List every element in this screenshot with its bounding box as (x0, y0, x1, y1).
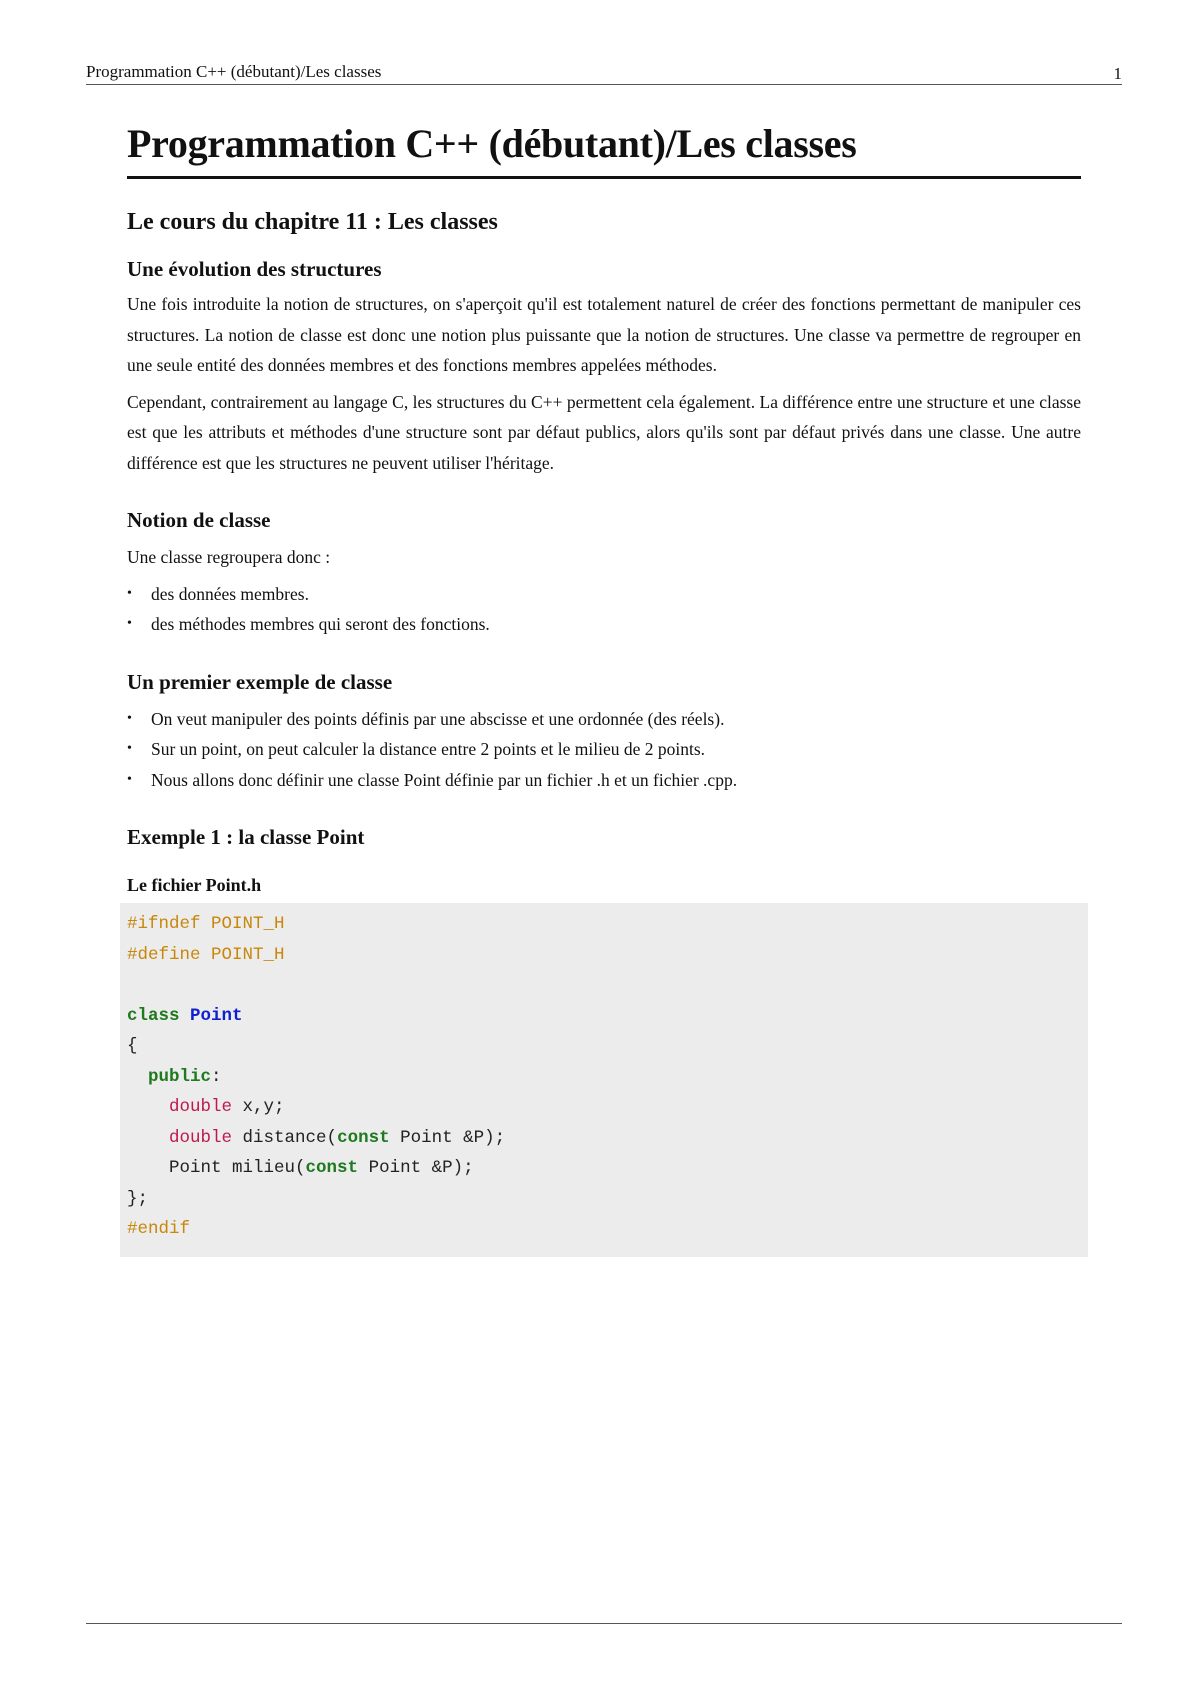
code-line (127, 1001, 1081, 1032)
page-title: Programmation C++ (débutant)/Les classes (127, 118, 1081, 179)
list-item (127, 579, 1081, 610)
bullet-icon: • (127, 741, 132, 756)
code-line-empty (127, 970, 1081, 1001)
section-heading-premier-exemple: Un premier exemple de classe (127, 669, 393, 694)
code-token-plain: Point milieu( (169, 1158, 306, 1178)
list-item (127, 609, 1081, 640)
code-token-keyword: public (148, 1066, 212, 1087)
code-token-plain: }; (127, 1188, 149, 1209)
code-block (120, 903, 1088, 1257)
bullet-icon: • (127, 585, 132, 601)
code-line (127, 1092, 1081, 1123)
list-item (127, 765, 1081, 796)
code-token-plain: { (127, 1036, 138, 1056)
list-item-text: Nous allons donc définir une classe Point définie par un fichier .h et un fichier .cpp. (151, 769, 738, 790)
paragraph: Une classe regroupera donc : (127, 547, 331, 567)
code-line (127, 1123, 1081, 1154)
code-token-keyword: const (337, 1127, 390, 1148)
list-item (127, 734, 1081, 765)
code-token-type: double (169, 1127, 233, 1148)
code-token-keyword: class (127, 1005, 180, 1026)
code-token-preprocessor: #ifndef POINT_H (127, 914, 285, 934)
bullet-icon: • (127, 616, 132, 631)
code-token-plain: Point &P); (389, 1127, 506, 1148)
code-token-plain: x,y; (232, 1097, 285, 1117)
code-token-plain: : (211, 1066, 222, 1087)
document-content (127, 118, 1081, 1257)
page-header (86, 60, 1122, 85)
paragraph: Cependant, contrairement au langage C, les structures du C++ permettent cela également. La différence entre une structure et une classe est que les attributs et méthodes d'une structure sont par défaut publics, alors qu'ils sont par défaut privés dans une classe. Une autre différence est que les structures ne peuvent utiliser l'héritage. (127, 391, 1081, 473)
chapter-heading: Le cours du chapitre 11 : Les classes (127, 209, 498, 235)
code-line (127, 909, 1081, 940)
paragraph: Une fois introduite la notion de structures, on s'aperçoit qu'il est totalement naturel de créer des fonctions permettant de manipuler ces structures. La notion de classe est donc une notion plus puissante que la notion de structures. Une classe va permettre de regrouper en une seule entité des données membres et des fonctions membres appelées méthodes. (127, 294, 1081, 375)
list-item-text: des données membres. (151, 583, 309, 604)
page-number: 1 (1113, 64, 1122, 83)
bullet-list (127, 579, 1081, 640)
list-item (127, 704, 1081, 735)
code-line (127, 1031, 1081, 1062)
running-title: Programmation C++ (débutant)/Les classes (86, 62, 382, 81)
file-label: Le fichier Point.h (127, 875, 262, 895)
code-token-preprocessor: #define POINT_H (127, 944, 285, 965)
list-item-text: des méthodes membres qui seront des fonctions. (151, 614, 490, 634)
list-item-text: Sur un point, on peut calculer la distance entre 2 points et le milieu de 2 points. (151, 739, 706, 759)
bullet-list (127, 704, 1081, 796)
section-heading-exemple-1: Exemple 1 : la classe Point (127, 825, 365, 849)
section-heading-evolution: Une évolution des structures (127, 257, 382, 281)
bullet-icon: • (127, 710, 132, 726)
code-line (127, 1184, 1081, 1215)
page-footer-rule (86, 1623, 1122, 1624)
bullet-icon: • (127, 771, 132, 787)
code-token-plain: Point &P); (358, 1158, 474, 1178)
section-heading-notion: Notion de classe (127, 508, 271, 532)
code-line (127, 940, 1081, 971)
code-line (127, 1153, 1081, 1184)
code-token-type: double (169, 1097, 233, 1117)
code-line (127, 1214, 1081, 1245)
code-token-plain: distance( (232, 1127, 338, 1148)
code-token-class-name: Point (190, 1005, 243, 1026)
list-item-text: On veut manipuler des points définis par une abscisse et une ordonnée (des réels). (151, 708, 725, 729)
code-token-preprocessor: #endif (127, 1219, 191, 1239)
code-line (127, 1062, 1081, 1093)
code-token-keyword: const (305, 1158, 359, 1178)
